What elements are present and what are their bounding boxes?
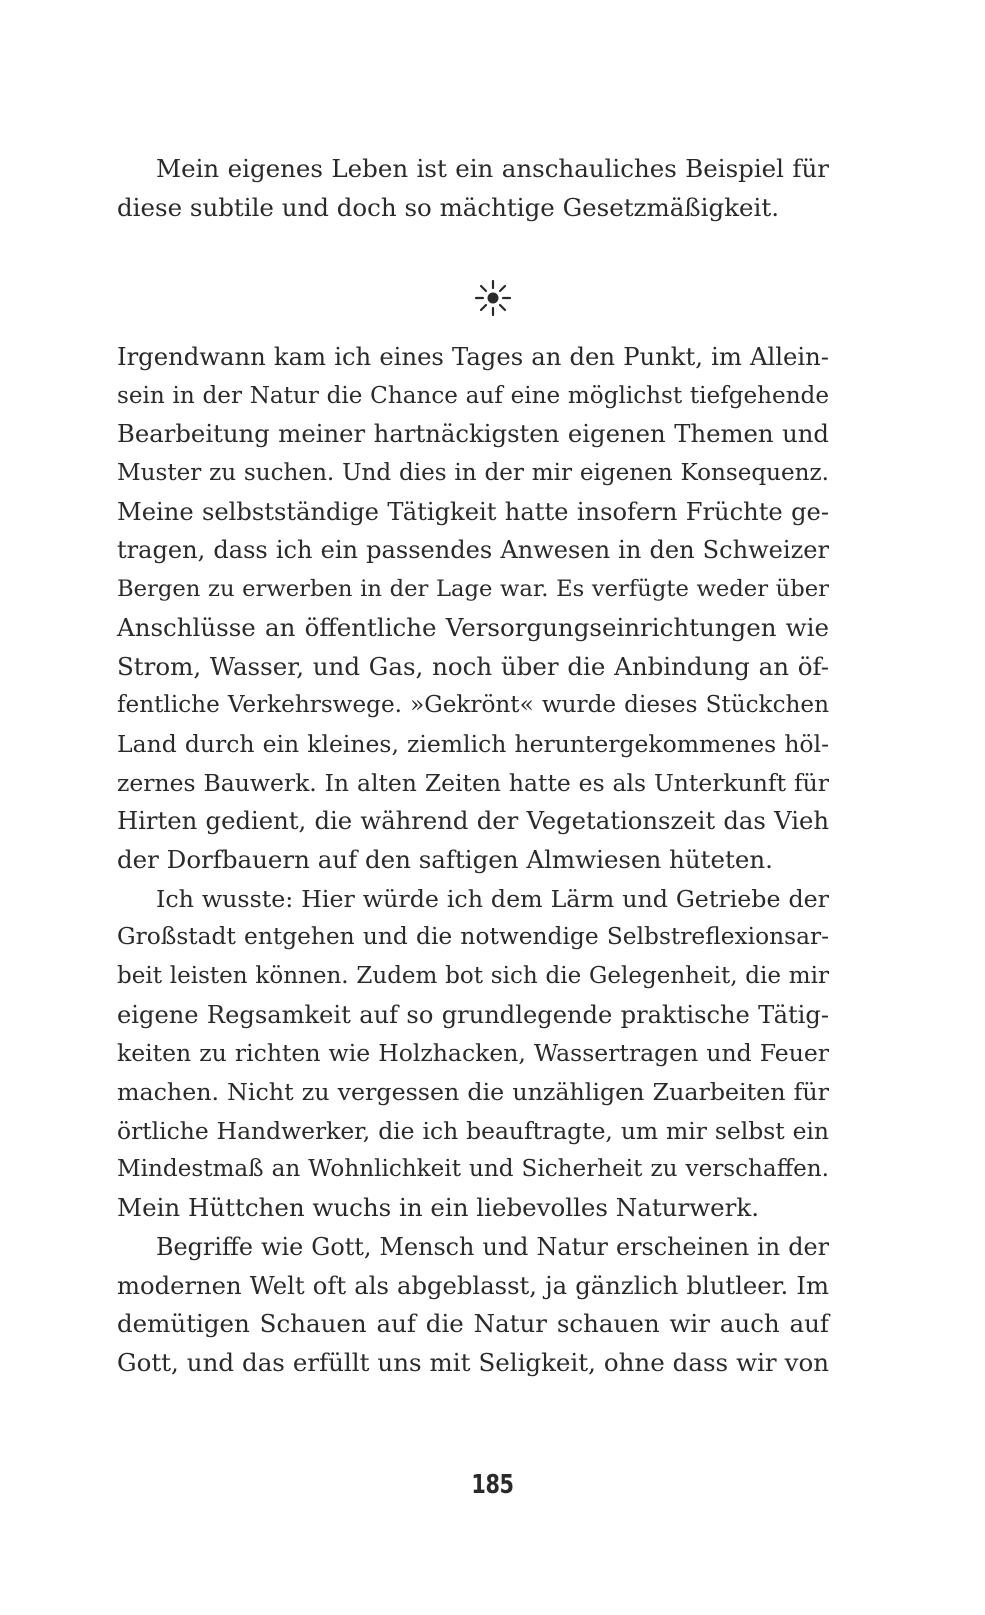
- text-line: zernes Bauwerk. In alten Zeiten hatte es als Unterkunft für: [117, 768, 829, 797]
- text-line: Muster zu suchen. Und dies in der mir eigenen Konsequenz.: [117, 460, 829, 487]
- text-line: Hirten gedient, die während der Vegetationszeit das Vieh: [117, 806, 829, 836]
- text-line: Begriffe wie Gott, Mensch und Natur erscheinen in der: [156, 1232, 829, 1261]
- sun-ornament-icon: [473, 278, 513, 318]
- text-line: demütigen Schauen auf die Natur schauen wir auch auf: [117, 1309, 829, 1339]
- text-line: keiten zu richten wie Holzhacken, Wassertragen und Feuer: [117, 1039, 829, 1068]
- text-line: fentliche Verkehrswege. »Gekrönt« wurde dieses Stückchen: [117, 692, 829, 719]
- text-line: Anschlüsse an öffentliche Versorgungseinrichtungen wie: [117, 612, 829, 642]
- text-line: Bearbeitung meiner hartnäckigsten eigenen Themen und: [117, 419, 829, 449]
- text-line: der Dorfbauern auf den saftigen Almwiesen hüteten.: [117, 844, 773, 874]
- text-line: Mein Hüttchen wuchs in ein liebevolles Naturwerk.: [117, 1193, 759, 1223]
- text-line: Ich wusste: Hier würde ich dem Lärm und Getriebe der: [156, 884, 829, 913]
- text-line: Strom, Wasser, und Gas, noch über die Anbindung an öf-: [117, 651, 829, 681]
- text-line: machen. Nicht zu vergessen die unzähligen Zuarbeiten für: [117, 1078, 829, 1107]
- text-line: beit leisten können. Zudem bot sich die Gelegenheit, die mir: [117, 963, 829, 989]
- main-section: [117, 338, 829, 1383]
- intro-paragraph: [117, 150, 829, 227]
- text-line: Mein eigenes Leben ist ein anschauliches Beispiel für: [156, 154, 829, 183]
- text-line: sein in der Natur die Chance auf eine möglichst tiefgehende: [117, 382, 829, 409]
- page-number: 185: [471, 1470, 514, 1500]
- text-line: modernen Welt oft als abgeblasst, ja gänzlich blutleer. Im: [117, 1270, 829, 1300]
- section-separator: [0, 278, 985, 318]
- text-line: Land durch ein kleines, ziemlich heruntergekommenes höl-: [117, 729, 829, 758]
- text-line: örtliche Handwerker, die ich beauftragte, um mir selbst ein: [117, 1116, 829, 1145]
- text-line: diese subtile und doch so mächtige Gesetzmäßigkeit.: [117, 192, 780, 222]
- text-line: Meine selbstständige Tätigkeit hatte insofern Früchte ge-: [117, 497, 829, 526]
- text-line: Bergen zu erwerben in der Lage war. Es verfügte weder über: [117, 576, 829, 603]
- text-line: Gott, und das erfüllt uns mit Seligkeit, ohne dass wir von: [117, 1347, 829, 1377]
- text-line: Mindestmaß an Wohnlichkeit und Sicherheit zu verschaffen.: [117, 1156, 829, 1183]
- text-line: Großstadt entgehen und die notwendige Selbstreflexionsar-: [117, 923, 829, 951]
- text-line: Irgendwann kam ich eines Tages an den Punkt, im Allein-: [117, 342, 829, 371]
- text-line: tragen, dass ich ein passendes Anwesen in den Schweizer: [117, 536, 829, 565]
- text-line: eigene Regsamkeit auf so grundlegende praktische Tätig-: [117, 1000, 829, 1029]
